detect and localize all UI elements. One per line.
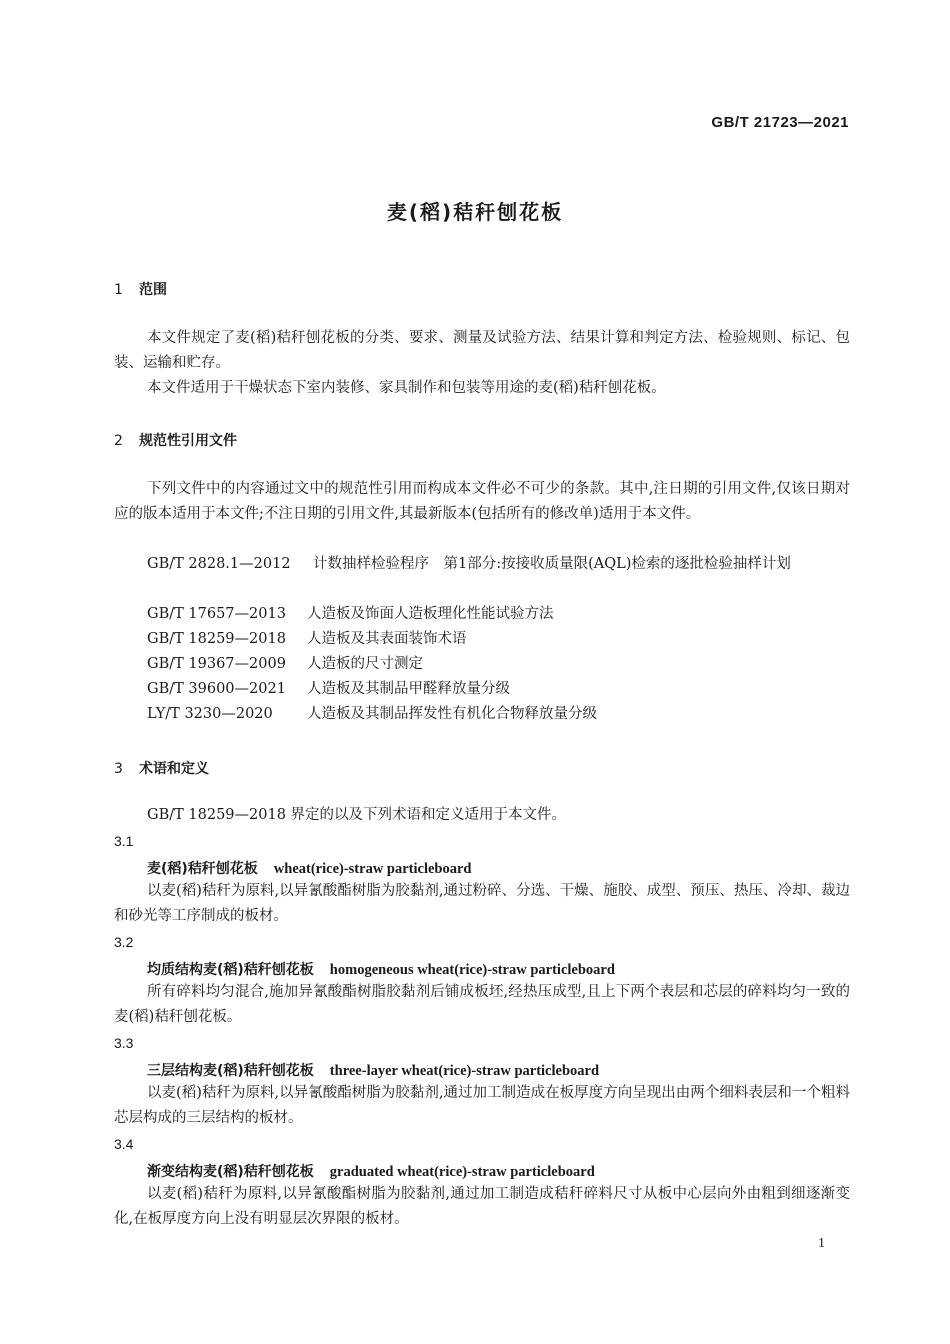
document-title: 麦(稻)秸秆刨花板 [386,200,564,224]
reference-item [114,552,850,577]
reference-title: 计数抽样检验程序 第1部分:按接收质量限(AQL)检索的逐批检验抽样计划 [313,556,791,572]
reference-code: GB/T 39600—2021 [147,681,286,697]
paragraph: 本文件适用于干燥状态下室内装修、家具制作和包装等用途的麦(稻)秸秆刨花板。 [147,380,666,396]
paragraph: 本文件规定了麦(稻)秸秆刨花板的分类、要求、测量及试验方法、结果计算和判定方法、检验规则、标记、包装、运输和贮存。 [114,330,850,371]
term-english: three-layer wheat(rice)-straw particleboard [329,1063,600,1079]
term-definition: 以麦(稻)秸秆为原料,以异氰酸酯树脂为胶黏剂,通过加工制造成秸秆碎料尺寸从板中心层向外由粗到细逐渐变化,在板厚度方向上没有明显层次界限的板材。 [114,1186,850,1227]
section-title: 术语和定义 [139,761,209,777]
term-chinese: 三层结构麦(稻)秸秆刨花板 [147,1063,314,1079]
reference-item [147,652,423,677]
reference-title: 人造板及其制品甲醛释放量分级 [307,681,510,697]
term-english: homogeneous wheat(rice)-straw particleboard [329,962,615,978]
term-definition: 以麦(稻)秸秆为原料,以异氰酸酯树脂为胶黏剂,通过粉碎、分选、干燥、施胶、成型、预压、热压、冷却、裁边和砂光等工序制成的板材。 [114,883,850,924]
term-number: 3.2 [114,934,134,950]
section-number: 3 [114,761,123,777]
term-heading [147,858,472,878]
reference-code: LY/T 3230—2020 [147,706,273,722]
reference-item [147,677,510,702]
reference-title: 人造板的尺寸测定 [307,656,423,672]
paragraph: 下列文件中的内容通过文中的规范性引用而构成本文件必不可少的条款。其中,注日期的引用文件,仅该日期对应的版本适用于本文件;不注日期的引用文件,其最新版本(包括所有的修改单)适用于本文件。 [114,481,850,522]
term-number: 3.3 [114,1035,134,1051]
term-number: 3.1 [114,833,134,849]
reference-item [147,602,554,627]
paragraph: GB/T 18259—2018 界定的以及下列术语和定义适用于本文件。 [147,807,567,823]
page-number: 1 [818,1236,825,1251]
section-number: 1 [114,282,123,298]
reference-item [147,702,597,727]
term-english: wheat(rice)-straw particleboard [273,861,472,877]
reference-code: GB/T 19367—2009 [147,656,286,672]
reference-code: GB/T 2828.1—2012 [147,556,291,572]
reference-title: 人造板及饰面人造板理化性能试验方法 [307,606,554,622]
reference-title: 人造板及其表面装饰术语 [307,631,467,647]
reference-code: GB/T 17657—2013 [147,606,286,622]
section-heading-3 [114,758,209,778]
term-number: 3.4 [114,1136,134,1152]
term-english: graduated wheat(rice)-straw particleboard [329,1164,595,1180]
term-heading [147,1060,599,1080]
term-chinese: 渐变结构麦(稻)秸秆刨花板 [147,1164,314,1180]
term-heading [147,959,615,979]
section-number: 2 [114,433,123,449]
term-definition: 以麦(稻)秸秆为原料,以异氰酸酯树脂为胶黏剂,通过加工制造成在板厚度方向呈现出由两个细料表层和一个粗料芯层构成的三层结构的板材。 [114,1085,850,1126]
section-heading-2 [114,430,237,450]
term-chinese: 麦(稻)秸秆刨花板 [147,861,258,877]
reference-title: 人造板及其制品挥发性有机化合物释放量分级 [307,706,597,722]
reference-code: GB/T 18259—2018 [147,631,286,647]
section-heading-1 [114,279,167,299]
standard-number: GB/T 21723—2021 [711,114,849,131]
reference-item [147,627,467,652]
term-chinese: 均质结构麦(稻)秸秆刨花板 [147,962,314,978]
section-title: 规范性引用文件 [139,433,237,449]
term-heading [147,1161,595,1181]
term-definition: 所有碎料均匀混合,施加异氰酸酯树脂胶黏剂后铺成板坯,经热压成型,且上下两个表层和芯层的碎料均匀一致的麦(稻)秸秆刨花板。 [114,984,850,1025]
section-title: 范围 [139,282,167,298]
